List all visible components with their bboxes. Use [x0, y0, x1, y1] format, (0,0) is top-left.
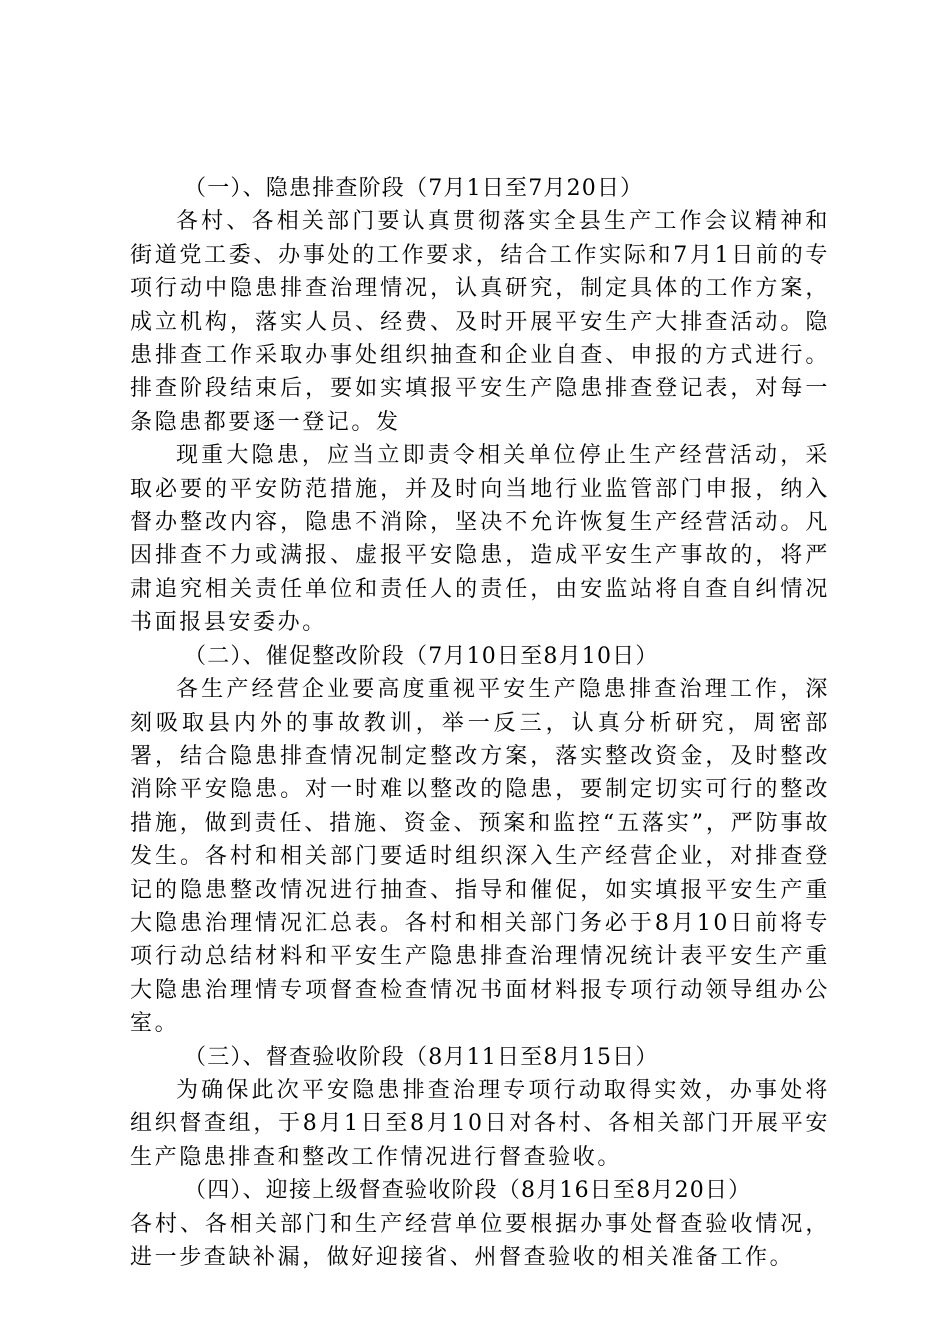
section-4-heading: （四）、迎接上级督查验收阶段（8月16日至8月20日） — [184, 1178, 752, 1204]
section-1-paragraph-2: 现重大隐患，应当立即责令相关单位停止生产经营活动，采取必要的平安防范措施，并及时向当地行业监管部门申报，纳入督办整改内容，隐患不消除，坚决不允许恢复生产经营活动。凡因排查不力或满报、虚报平安隐患，造成平安生产事故的，将严肃追究相关责任单位和责任人的责任，由安监站将自查自纠情况书面报县安委办。 — [130, 443, 830, 636]
section-2-heading: （二）、催促整改阶段（7月10日至8月10日） — [184, 643, 659, 669]
section-4-paragraph-1: 各村、各相关部门和生产经营单位要根据办事处督查验收情况，进一步查缺补漏，做好迎接省、州督查验收的相关准备工作。 — [130, 1211, 830, 1270]
section-1-paragraph-1: 各村、各相关部门要认真贯彻落实全县生产工作会议精神和街道党工委、办事处的工作要求，结合工作实际和7月1日前的专项行动中隐患排查治理情况，认真研究，制定具体的工作方案，成立机构，落实人员、经费、及时开展平安生产大排查活动。隐患排查工作采取办事处组织抽查和企业自查、申报的方式进行。排查阶段结束后，要如实填报平安生产隐患排查登记表，对每一条隐患都要逐一登记。发 — [130, 209, 830, 435]
section-1-heading: （一）、隐患排查阶段（7月1日至7月20日） — [184, 176, 644, 201]
section-3-heading: （三）、督查验收阶段（8月11日至8月15日） — [184, 1044, 659, 1070]
document-body — [130, 172, 830, 1274]
section-3-paragraph-1: 为确保此次平安隐患排查治理专项行动取得实效，办事处将组织督查组，于8月1日至8月10日对各村、各相关部门开展平安生产隐患排查和整改工作情况进行督查验收。 — [130, 1077, 830, 1170]
section-2-paragraph-1: 各生产经营企业要高度重视平安生产隐患排查治理工作，深刻吸取县内外的事故教训，举一反三，认真分析研究，周密部署，结合隐患排查情况制定整改方案，落实整改资金，及时整改消除平安隐患。对一时难以整改的隐患，要制定切实可行的整改措施，做到责任、措施、资金、预案和监控“五落实”，严防事故发生。各村和相关部门要适时组织深入生产经营企业，对排查登记的隐患整改情况进行抽查、指导和催促，如实填报平安生产重大隐患治理情况汇总表。各村和相关部门务必于8月10日前将专项行动总结材料和平安生产隐患排查治理情况统计表平安生产重大隐患治理情专项督查检查情况书面材料报专项行动领导组办公室。 — [130, 677, 830, 1037]
